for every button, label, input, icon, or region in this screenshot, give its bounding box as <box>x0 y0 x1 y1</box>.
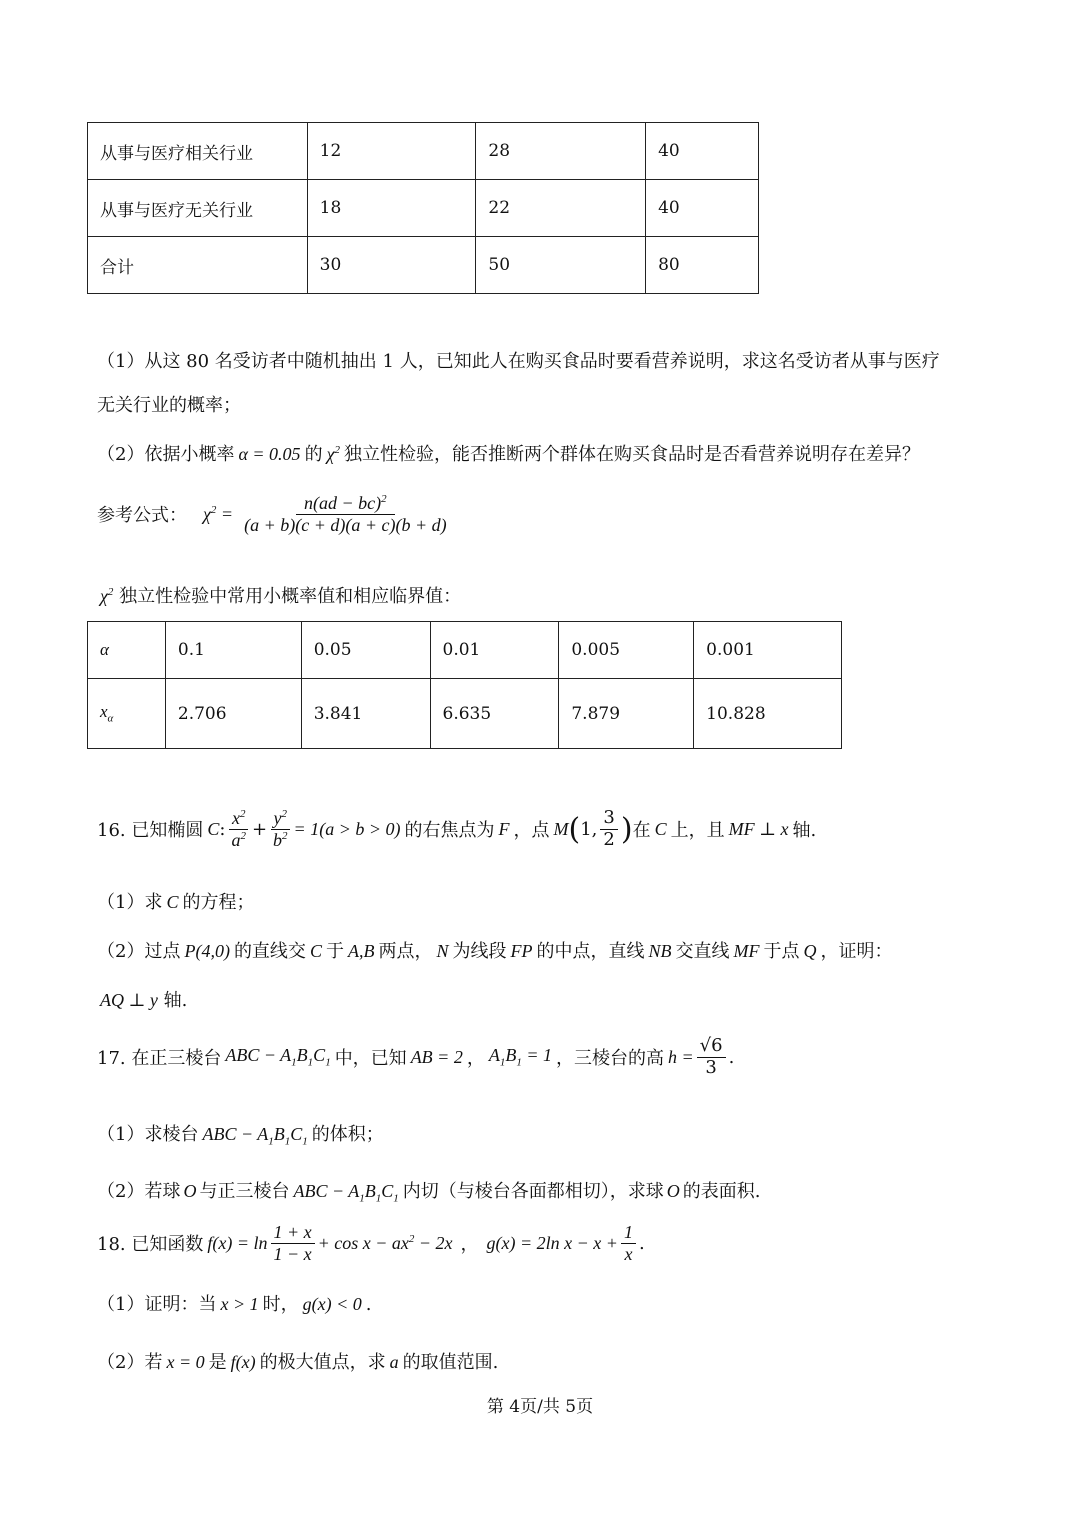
count-cell: 80 <box>646 237 759 294</box>
contingency-table <box>87 122 759 294</box>
table-row <box>88 237 759 294</box>
count-cell: 12 <box>307 123 476 180</box>
alpha-value-cell: 0.005 <box>559 622 694 679</box>
alpha-value-cell: 0.001 <box>694 622 842 679</box>
count-cell: 40 <box>646 180 759 237</box>
critical-value-cell: 10.828 <box>694 679 842 749</box>
page-footer: 第 4页/共 5页 <box>486 1397 594 1417</box>
row-label-cell: 从事与医疗无关行业 <box>88 180 308 237</box>
q15-part2: （2）依据小概率 α = 0.05 的 $\chi^2$ 独立性检验，能否推断两个群体在购买食品时是否看营养说明存在差异？ <box>97 444 920 465</box>
q16-title: 16. 已知椭圆 C : $\frac{x^2}{a^2}$ + $\frac{y^2}{b^2}$ = 1(a > b > 0) 的右焦点为 F ，点 M ( 1, $\frac{3}{2}$ ) 在 C 上，且 MF ⊥ x 轴. <box>97 807 817 850</box>
alpha-value-cell: 0.05 <box>301 622 430 679</box>
q18-title: 18. 已知函数 f(x) = ln $\frac{1 + x}{1 - x}$ + $\cos x - ax^2 - 2x$ ， g(x) = 2ln x − x + $\frac{1}{x}$ . <box>97 1222 645 1264</box>
table2-caption: $\chi^2$ 独立性检验中常用小概率值和相应临界值： <box>100 586 462 607</box>
alpha-value-cell: 0.01 <box>430 622 559 679</box>
count-cell: 28 <box>476 123 646 180</box>
table-row <box>88 123 759 180</box>
q16-part1: （1）求 C 的方程； <box>97 892 255 913</box>
alpha-header: α <box>88 622 166 679</box>
critical-value-cell: 7.879 <box>559 679 694 749</box>
critical-value-cell: 3.841 <box>301 679 430 749</box>
q15-part1-line1: （1）从这 80 名受访者中随机抽出 1 人，已知此人在购买食品时要看营养说明，求这名受访者从事与医疗 <box>97 351 940 372</box>
row-label-cell: 合计 <box>88 237 308 294</box>
q16-part2-line2: AQ ⊥ y 轴. <box>100 990 188 1011</box>
critical-value-cell: 2.706 <box>165 679 301 749</box>
count-cell: 40 <box>646 123 759 180</box>
count-cell: 50 <box>476 237 646 294</box>
q15-part1-line2: 无关行业的概率； <box>97 395 241 416</box>
row-label-cell: 从事与医疗相关行业 <box>88 123 308 180</box>
q16-part2: （2）过点 P(4,0) 的直线交 C 于 A,B 两点， N 为线段 FP 的中点，直线 NB 交直线 MF 于点 Q ，证明： <box>97 941 893 962</box>
critical-value-cell: 6.635 <box>430 679 559 749</box>
table-row <box>88 180 759 237</box>
count-cell: 18 <box>307 180 476 237</box>
x-alpha-header: $x_\alpha$ <box>88 679 166 749</box>
alpha-value-cell: 0.1 <box>165 622 301 679</box>
q18-part1: （1）证明：当 x > 1 时， g(x) < 0 . <box>97 1294 372 1315</box>
q17-title: 17. 在正三棱台 ABC − $A_1B_1C_1$ 中，已知 AB = 2 ， $A_1B_1 = 1$ ，三棱台的高 h = $\frac{√6}{3}$ . <box>97 1035 735 1078</box>
reference-formula: 参考公式： $\chi^2$ = $\frac{n(ad - bc)^2}{(a + b)(c + d)(a + c)(b + d)}$ <box>97 493 447 535</box>
q18-part2: （2）若 x = 0 是 f(x) 的极大值点，求 a 的取值范围. <box>97 1352 499 1373</box>
q17-part1: （1）求棱台 ABC − $A_1B_1C_1$ 的体积； <box>97 1124 384 1148</box>
q17-part2: （2）若球 O 与正三棱台 ABC − $A_1B_1C_1$ 内切（与棱台各面都相切），求球 O 的表面积. <box>97 1181 761 1205</box>
count-cell: 22 <box>476 180 646 237</box>
count-cell: 30 <box>307 237 476 294</box>
critical-value-table <box>87 621 842 749</box>
